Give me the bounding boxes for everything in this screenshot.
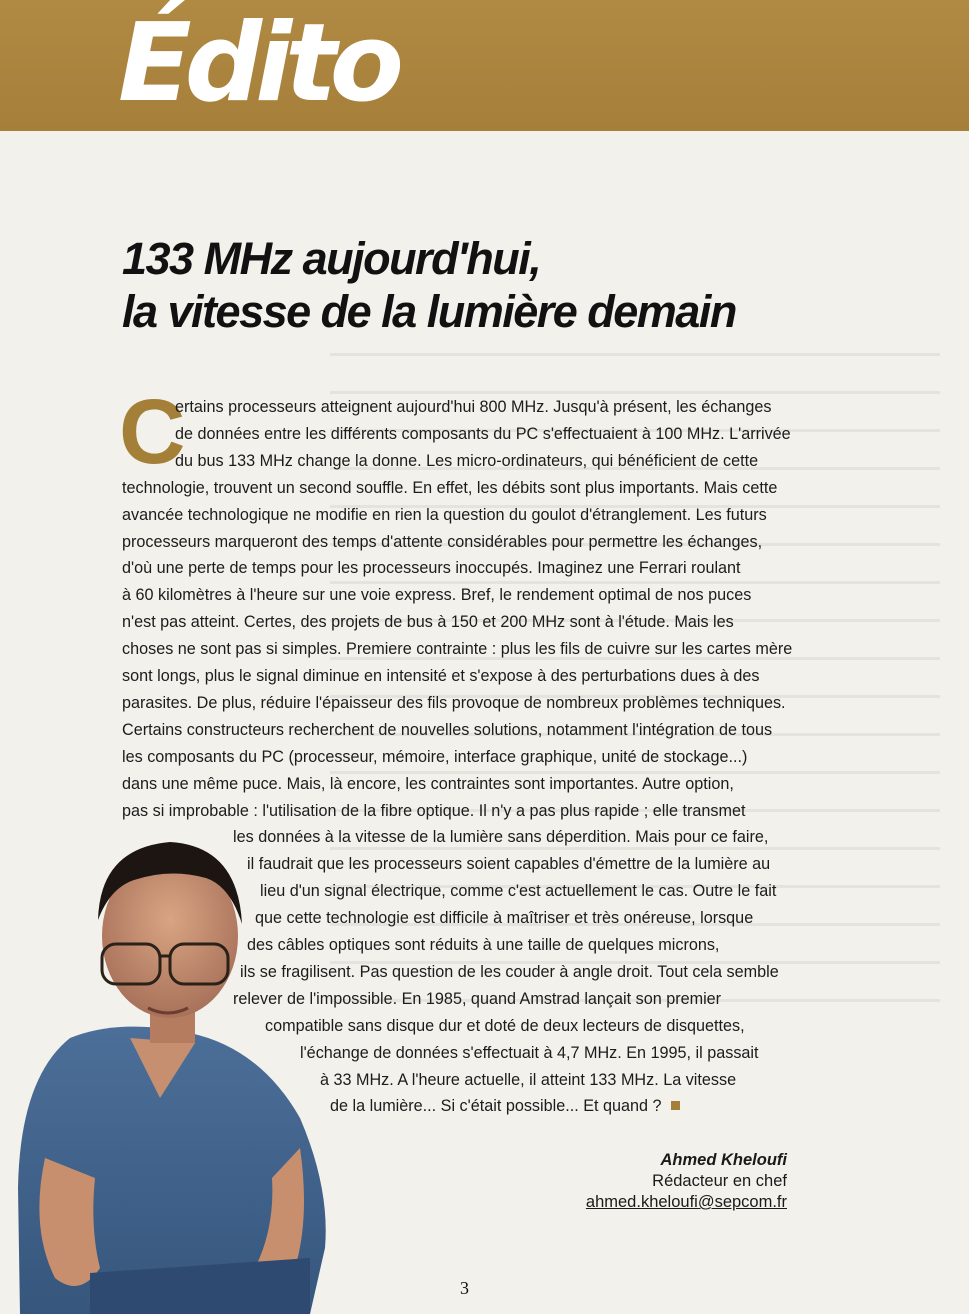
body-line: lieu d'un signal électrique, comme c'est actuellement le cas. Outre le fait [260,882,777,901]
body-line: l'échange de données s'effectuait à 4,7 MHz. En 1995, il passait [300,1043,759,1062]
body-line: relever de l'impossible. En 1985, quand Amstrad lançait son premier [233,989,722,1008]
body-line: ils se fragilisent. Pas question de les couder à angle droit. Tout cela semble [240,962,779,981]
signature-block [586,1150,787,1213]
article-headline [122,232,736,338]
page-number: 3 [460,1278,469,1298]
body-line: ertains processeurs atteignent aujourd'hui 800 MHz. Jusqu'à présent, les échanges [175,398,772,416]
section-title: Édito [118,1,397,126]
headline-line-1: 133 MHz aujourd'hui, [122,233,541,284]
headline-line-2: la vitesse de la lumière demain [122,286,736,337]
body-line: processeurs marqueront des temps d'attente considérables pour permettre les échanges, [122,532,763,551]
body-line-last [330,1093,680,1120]
body-line: les composants du PC (processeur, mémoire, interface graphique, unité de stockage...) [122,747,748,766]
body-line: sont longs, plus le signal diminue en intensité et s'expose à des perturbations dues à des [122,667,760,685]
body-line: compatible sans disque dur et doté de deux lecteurs de disquettes, [265,1016,745,1035]
body-line: parasites. De plus, réduire l'épaisseur des fils provoque de nombreux problèmes techniques. [122,693,786,712]
body-line: technologie, trouvent un second souffle. En effet, les débits sont plus importants. Mais cette [122,478,778,497]
body-line: avancée technologique ne modifie en rien la question du goulot d'étranglement. Les futurs [122,505,767,524]
body-line: les données à la vitesse de la lumière sans déperdition. Mais pour ce faire, [233,828,769,847]
body-line: que cette technologie est difficile à maîtriser et très onéreuse, lorsque [255,909,754,928]
author-email-link[interactable]: ahmed.kheloufi@sepcom.fr [585,1193,787,1211]
body-line: de données entre les différents composants du PC s'effectuaient à 100 MHz. L'arrivée [175,424,791,443]
body-line: il faudrait que les processeurs soient capables d'émettre de la lumière au [247,855,771,874]
body-line: des câbles optiques sont réduits à une taille de quelques microns, [247,936,720,954]
drop-cap: C [119,381,186,483]
body-line: à 33 MHz. A l'heure actuelle, il atteint 133 MHz. La vitesse [320,1070,737,1089]
body-line: Certains constructeurs recherchent de nouvelles solutions, notamment l'intégration de tous [122,720,773,739]
author-portrait-photo [10,828,350,1314]
author-role: Rédacteur en chef [652,1172,787,1190]
body-line: du bus 133 MHz change la donne. Les micro-ordinateurs, qui bénéficient de cette [175,451,759,470]
body-line-text: de la lumière... Si c'était possible... Et quand ? [330,1097,662,1116]
body-line: choses ne sont pas si simples. Premiere contrainte : plus les fils de cuivre sur les cartes mère [122,640,793,659]
author-name: Ahmed Kheloufi [660,1151,787,1169]
body-line: pas si improbable : l'utilisation de la fibre optique. Il n'y a pas plus rapide ; elle transmet [122,801,746,820]
body-line: n'est pas atteint. Certes, des projets de bus à 150 et 200 MHz sont à l'étude. Mais les [122,613,734,632]
body-line: à 60 kilomètres à l'heure sur une voie express. Bref, le rendement optimal de nos puces [122,586,752,605]
body-line: d'où une perte de temps pour les processeurs inoccupés. Imaginez une Ferrari roulant [122,559,741,578]
body-line: dans une même puce. Mais, là encore, les contraintes sont importantes. Autre option, [122,774,734,793]
end-of-article-mark [671,1101,680,1110]
